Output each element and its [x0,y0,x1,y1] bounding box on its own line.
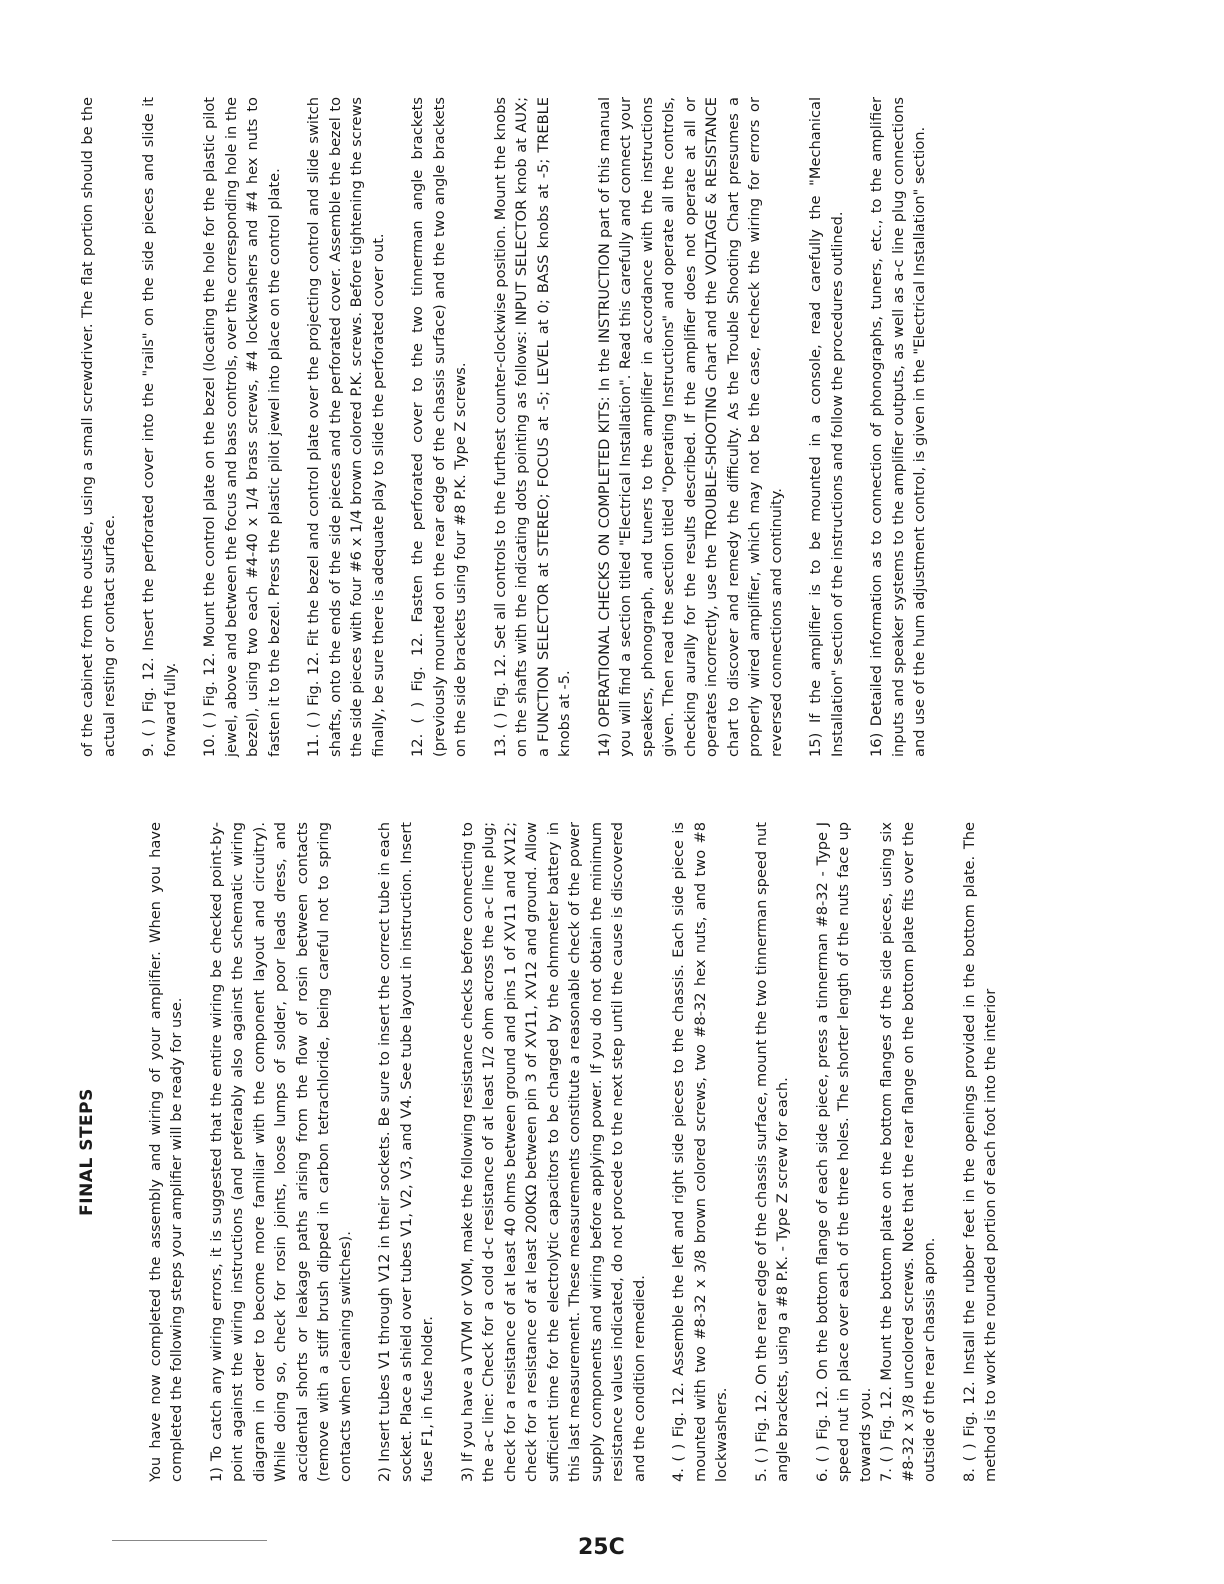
paragraph-step-12: 12. ( ) Fig. 12. Fasten the perforated cover to the two tinnerman angle brackets (previously mounted on the rear edge of the chassis surface) and the two angle brackets on the side brackets using four #8 P.K. Type Z screws. [409,97,469,757]
section-title: FINAL STEPS [77,1088,97,1216]
paragraph-step-13: 13. ( ) Fig. 12. Set all controls to the furthest counter-clockwise position. Mount the knobs on the shafts with the indicating dots pointing as follows: INPUT SELECTOR knob at AUX; a FUNCTION SELECTOR at STEREO; FOCUS at -5; LEVEL at 0; BASS knobs at -5; TREBLE knobs at -5. [491,97,573,757]
paragraph-step-3: 3) If you have a VTVM or VOM, make the following resistance checks before connecting to the a-c line: Check for a cold d-c resistance of at least 1/2 ohm across the a-c line plug; check for a resistance of at least 40 ohms between ground and pins 1 of XV11 and XV12; check for a resistance of at least 200KΩ between pin 3 of XV11, XV12 and ground. Allow sufficient time for the electrolytic capacitors to be charged by the ohmmeter battery in this last measurement. These measurements constitute a reasonable check of the power supply components and wiring before applying power. If you do not obtain the minimum resistance values indicated, do not procede to the next step until the cause is discovered and the condition remedied. [458,822,648,1482]
paragraph-intro: You have now completed the assembly and wiring of your amplifier. When you have completed the following steps your amplifier will be ready for use. [146,822,185,1482]
paragraph-step-10: 10. ( ) Fig. 12. Mount the control plate on the bezel (locating the hole for the plastic pilot jewel, above and between the focus and bass controls, over the corresponding hole in the bezel), using two each #4-40 x 1/4 brass screws, #4 lockwashers and #4 hex nuts to fasten it to the bezel. Press the plastic pilot jewel into place on the control plate. [201,97,283,757]
paragraph-step-2: 2) Insert tubes V1 through V12 in their sockets. Be sure to insert the correct tube in each socket. Place a shield over tubes V1, V2, V3, and V4. See tube layout in instruction. Insert fuse F1, in fuse holder. [376,822,436,1482]
paragraph-step-5: 5. ( ) Fig. 12. On the rear edge of the chassis surface, mount the two tinnerman speed nut angle brackets, using a #8 P.K. - Type Z screw for each. [752,822,791,1482]
paragraph-step-11: 11. ( ) Fig. 12. Fit the bezel and control plate over the projecting control and slide switch shafts, onto the ends of the side pieces and the perforated cover. Assemble the bezel to the side pieces with four #6 x 1/4 brown colored P.K. screws. Before tightening the screws finally, be sure there is adequate play to slide the perforated cover out. [305,97,387,757]
paragraph-step-4: 4. ( ) Fig. 12. Assemble the left and right side pieces to the chassis. Each side piece is mounted with two #8-32 x 3/8 brown colored screws, two #8-32 hex nuts, and two #8 lockwashers. [670,822,730,1482]
paragraph-step-14: 14) OPERATIONAL CHECKS ON COMPLETED KITS: In the INSTRUCTION part of this manual you will find a section titled "Electrical Installation". Read this carefully and connect your speakers, phonograph, and tuners to the amplifier in accordance with the instructions given. Then read the section titled "Operating Instructions" and operate all the controls, checking aurally for the results described. If the amplifier does not operate at all or operates incorrectly, use the TROUBLE-SHOOTING chart and the VOLTAGE & RESISTANCE chart to discover and remedy the difficulty. As the Trouble Shooting Chart presumes a properly wired amplifier, which may not be the case, recheck the wiring for errors or reversed connections and continuity. [595,97,785,757]
footer-rule [112,1540,267,1541]
paragraph-step-15: 15) If the amplifier is to be mounted in a console, read carefully the "Mechanical Installation" section of the instructions and follow the procedures outlined. [807,97,846,757]
paragraph-step-9: 9. ( ) Fig. 12. Insert the perforated cover into the "rails" on the side pieces and slide it forward fully. [140,97,179,757]
paragraph-step-8: 8. ( ) Fig. 12. Install the rubber feet in the openings provided in the bottom plate. The method is to work the rounded portion of each foot into the interior [960,822,999,1482]
paragraph-continued: of the cabinet from the outside, using a small screwdriver. The flat portion should be the actual resting or contact surface. [79,97,118,757]
page-number: 25C [578,1535,625,1560]
rotated-sheet [37,42,1187,1542]
right-column [77,97,949,757]
paragraph-step-6: 6. ( ) Fig. 12. On the bottom flange of each side piece, press a tinnerman #8-32 - Type J speed nut in place over each of the three holes. The shorter length of the nuts face up towards you. [813,822,874,1482]
paragraph-step-1: 1) To catch any wiring errors, it is suggested that the entire wiring be checked point-by-point against the wiring instructions (and preferably also against the schematic wiring diagram in order to become more familiar with the component layout and circuitry). While doing so, check for rosin joints, loose lumps of solder, poor leads dress, and accidental shorts or leakage paths arising from the flow of rosin between contacts (remove with a stiff brush dipped in carbon tetrachloride, being careful not to spring contacts when cleaning switches). [207,822,354,1482]
paragraph-step-16: 16) Detailed information as to connection of phonographs, tuners, etc., to the amplifier inputs and speaker systems to the amplifier outputs, as well as a-c line plug connections and use of the hum adjustment control, is given in the "Electrical Installation" section. [868,97,928,757]
paragraph-step-7: 7. ( ) Fig. 12. Mount the bottom plate on the bottom flanges of the side pieces, using six #8-32 x 3/8 uncolored screws. Note that the rear flange on the bottom plate fits over the outside of the rear chassis apron. [878,822,938,1482]
left-column [77,822,1020,1482]
